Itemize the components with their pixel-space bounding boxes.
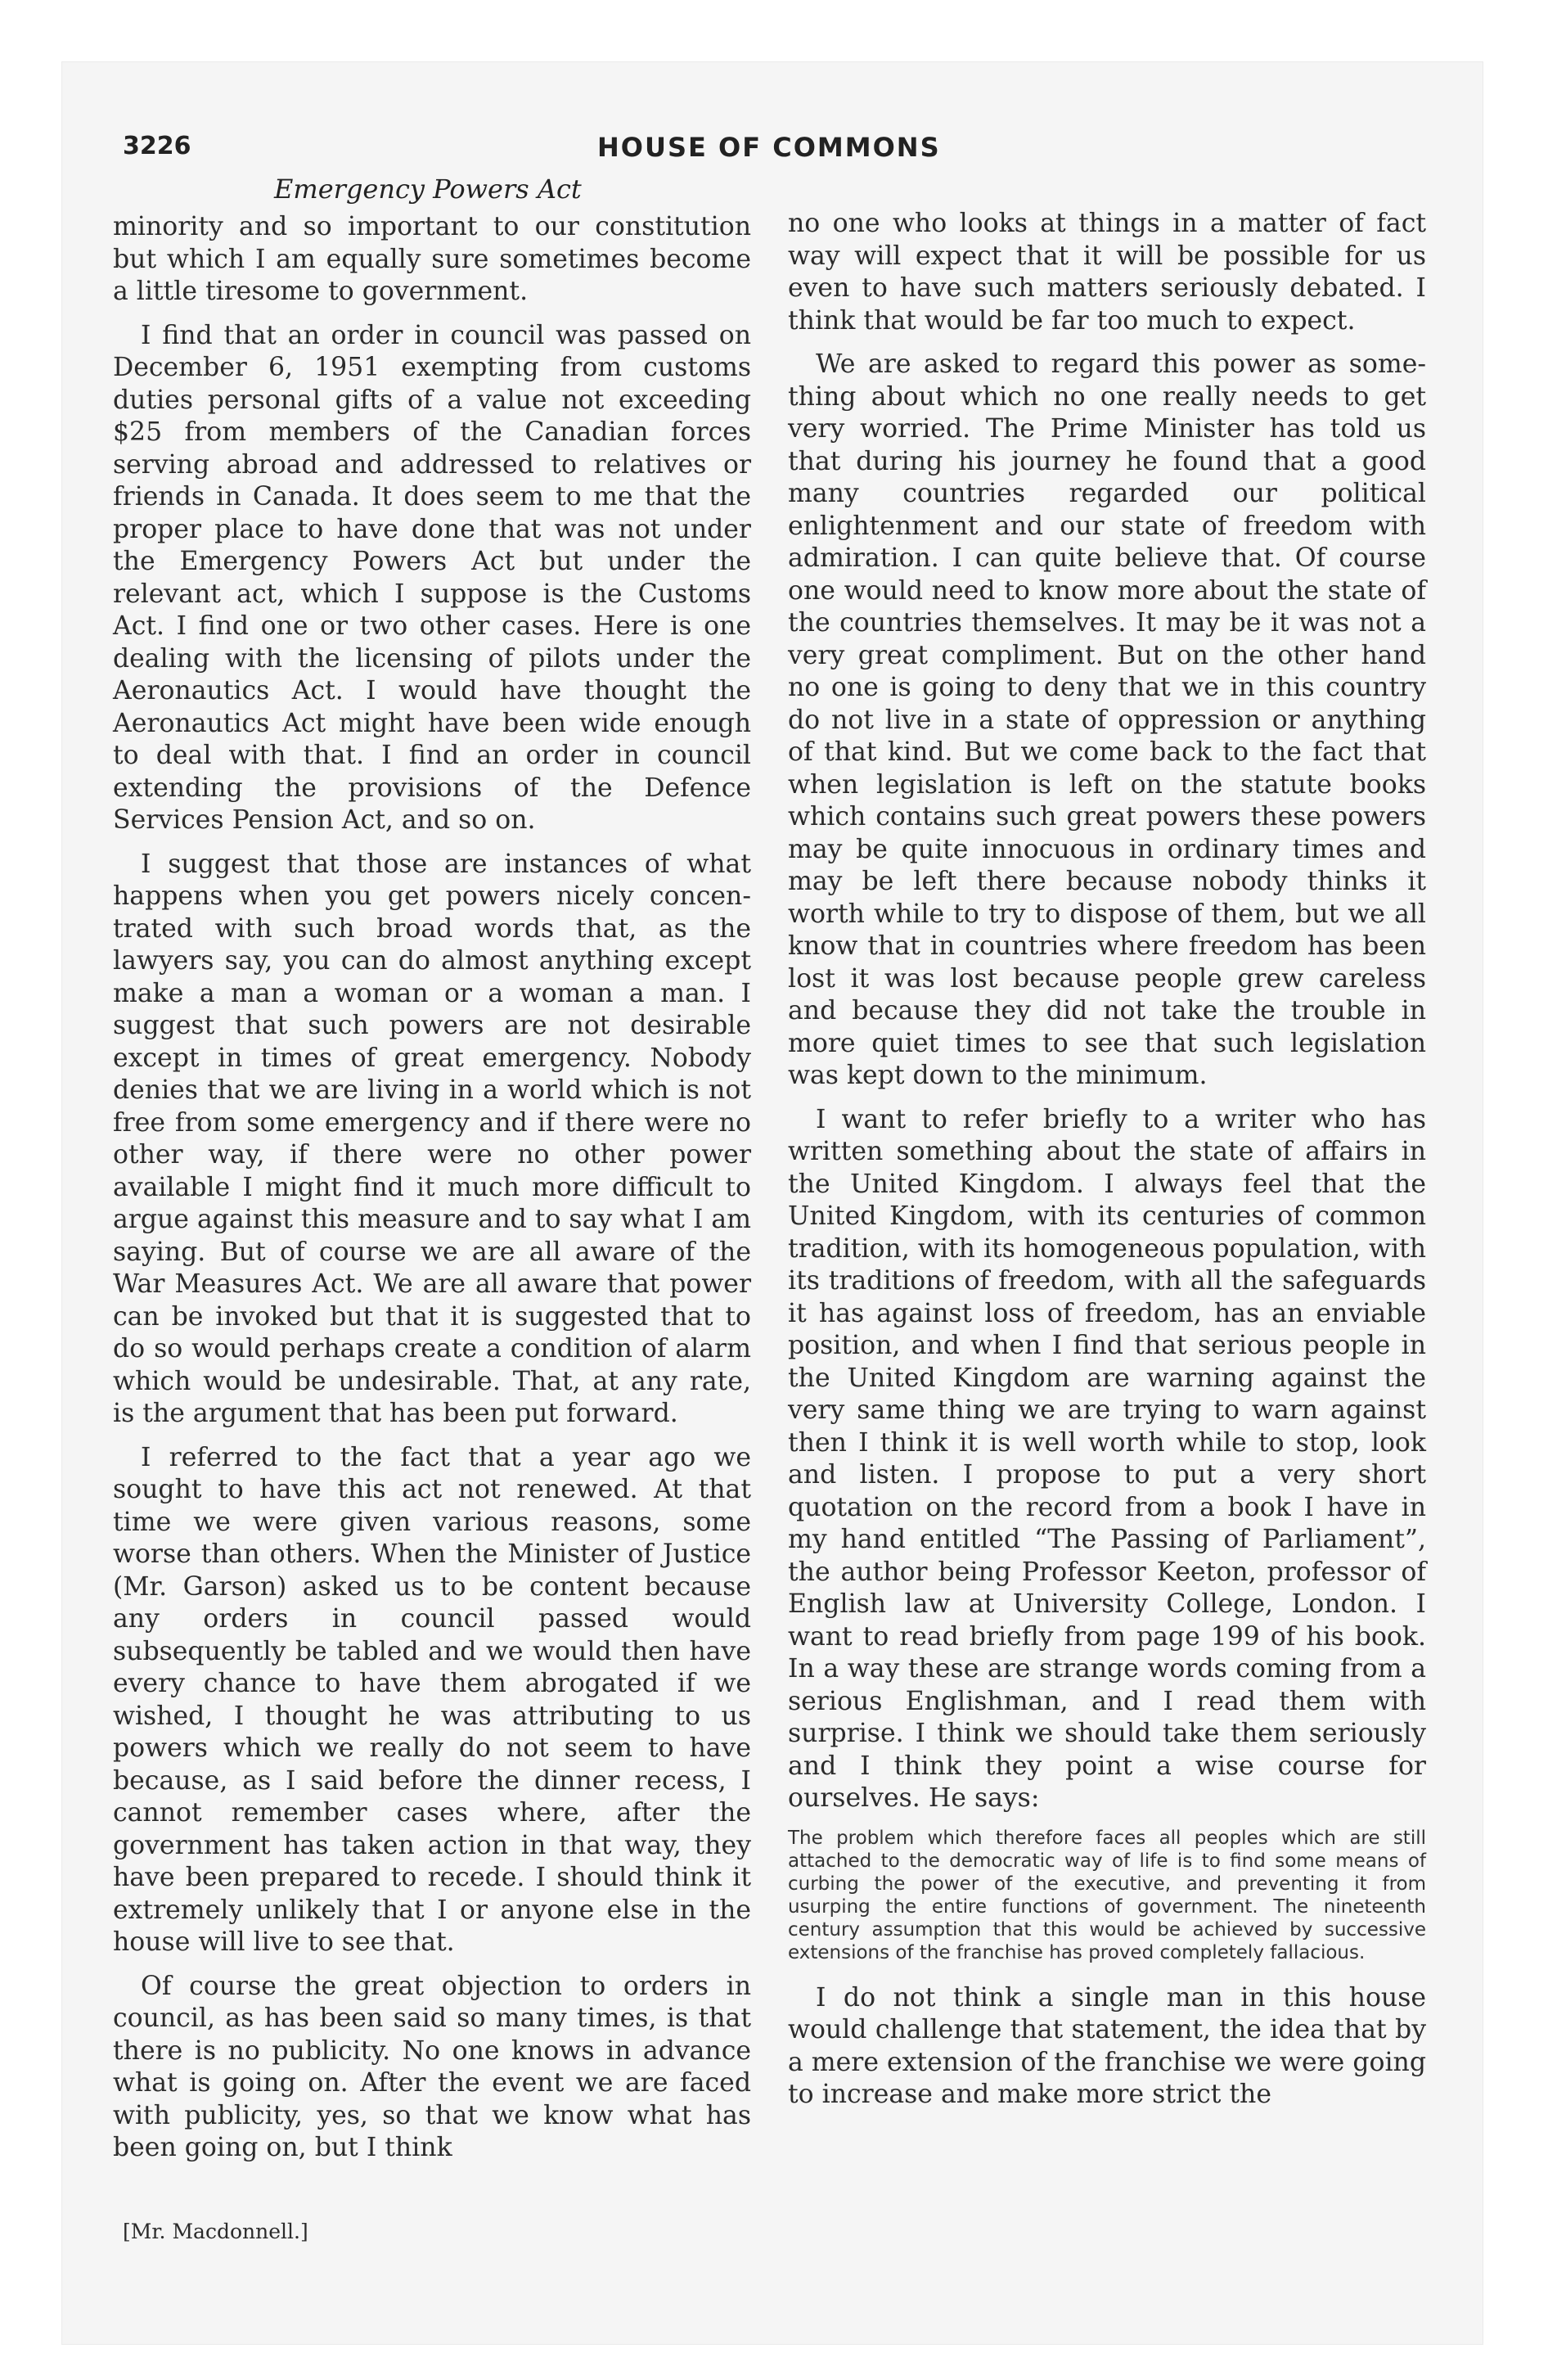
left-paragraph-3: I suggest that those are instances of what happens when you get powers nicely concentrated with such broad words that, as the lawyers say, you can do almost anything except make a man a woman or a woman a man. I suggest that such powers are not desirable except in times of great emergency. Nobody denies that we are living in a world which is not free from some emergency and if there were no other way, if there were no other power available I might find it much more difficult to argue against this measure and to say what I am saying. But of course we are all aware of the War Measures Act. We are all aware that power can be invoked but that it is suggested that to do so would perhaps create a condition of alarm which would be undesirable. That, at any rate, is the argument that has been put forward. xyxy=(113,849,751,1428)
right-paragraph-1: no one who looks at things in a matter of fact way will expect that it will be possible for us even to have such matters seriously debated. I think that would be far too much to expect. xyxy=(788,209,1426,336)
left-paragraph-2: I find that an order in council was passed on December 6, 1951 exempting from customs duties personal gifts of a value not exceeding $25 from members of the Canadian forces serving abroad and addressed to relatives or friends in Canada. It does seem to me that the proper place to have done that was not under the Emergency Powers Act but under the relevant act, which I suppose is the Customs Act. I find one or two other cases. Here is one dealing with the licensing of pilots under the Aeronautics Act. I would have thought the Aeronautics Act might have been wide enough to deal with that. I find an order in council extending the provisions of the Defence Services Pension Act, and so on. xyxy=(113,320,751,835)
running-title: HOUSE OF COMMONS xyxy=(597,132,941,163)
left-paragraph-4: I referred to the fact that a year ago we sought to have this act not renewed. At that time we were given various reasons, some worse than others. When the Minister of Justice (Mr. Garson) asked us to be content because any orders in council passed would subsequently be tabled and we would then have every chance to have them abrogated if we wished, I thought he was attributing to us powers which we really do not seem to have because, as I said before the dinner recess, I cannot remember cases where, after the government has taken action in that way, they have been prepared to recede. I should think it extremely unlikely that I or anyone else in the house will live to see that. xyxy=(113,1442,751,1957)
speaker-attribution: [Mr. Macdonnell.] xyxy=(123,2220,308,2243)
left-column xyxy=(113,211,751,2176)
section-title: Emergency Powers Act xyxy=(274,174,582,205)
page-header xyxy=(123,132,957,173)
left-paragraph-5: Of course the great objection to orders in council, as has been said so many times, is that there is no publicity. No one knows in advance what is going on. After the event we are faced with publicity, yes, so that we know what has been going on, but I think xyxy=(113,1971,751,2162)
right-paragraph-4: I do not think a single man in this house would challenge that statement, the idea that by a mere extension of the franchise we were going to increase and make more strict the xyxy=(788,1982,1426,2109)
page-number: 3226 xyxy=(123,132,191,160)
right-paragraph-2: We are asked to regard this power as something about which no one really needs to get very worried. The Prime Minister has told us that during his journey he found that a good many countries regarded our political enlightenment and our state of freedom with admiration. I can quite believe that. Of course one would need to know more about the state of the countries themselves. It may be it was not a very great compliment. But on the other hand no one is going to deny that we in this country do not live in a state of oppression or anything of that kind. But we come back to the fact that when legislation is left on the statute books which contains such great powers these powers may be quite innocuous in ordinary times and may be left there because nobody thinks it worth while to try to dispose of them, but we all know that in countries where freedom has been lost it was lost because people grew careless and because they did not take the trouble in more quiet times to see that such legislation was kept down to the minimum. xyxy=(788,349,1426,1090)
right-column xyxy=(788,208,1426,2123)
left-paragraph-1: minority and so important to our constitution but which I am equally sure sometimes become a little tiresome to government. xyxy=(113,212,751,306)
block-quote: The problem which therefore faces all peoples which are still attached to the democratic way of life is to find some means of curbing the power of the executive, and preventing it from usurping the entire functions of government. The nineteenth century assumption that this would be achieved by successive extensions of the franchise has proved completely fallacious. xyxy=(788,1827,1426,1963)
right-paragraph-3: I want to refer briefly to a writer who has written something about the state of affairs in the United Kingdom. I always feel that the United Kingdom, with its centuries of common tradition, with its homogeneous population, with its traditions of freedom, with all the safeguards it has against loss of freedom, has an enviable position, and when I find that serious people in the United Kingdom are warning against the very same thing we are trying to warn against then I think it is well worth while to stop, look and listen. I propose to put a very short quotation on the record from a book I have in my hand entitled “The Passing of Parliament”, the author being Professor Keeton, professor of English law at University College, London. I want to read briefly from page 199 of his book. In a way these are strange words coming from a serious Englishman, and I read them with surprise. I think we should take them seriously and I think they point a wise course for ourselves. He says: xyxy=(788,1104,1426,1813)
